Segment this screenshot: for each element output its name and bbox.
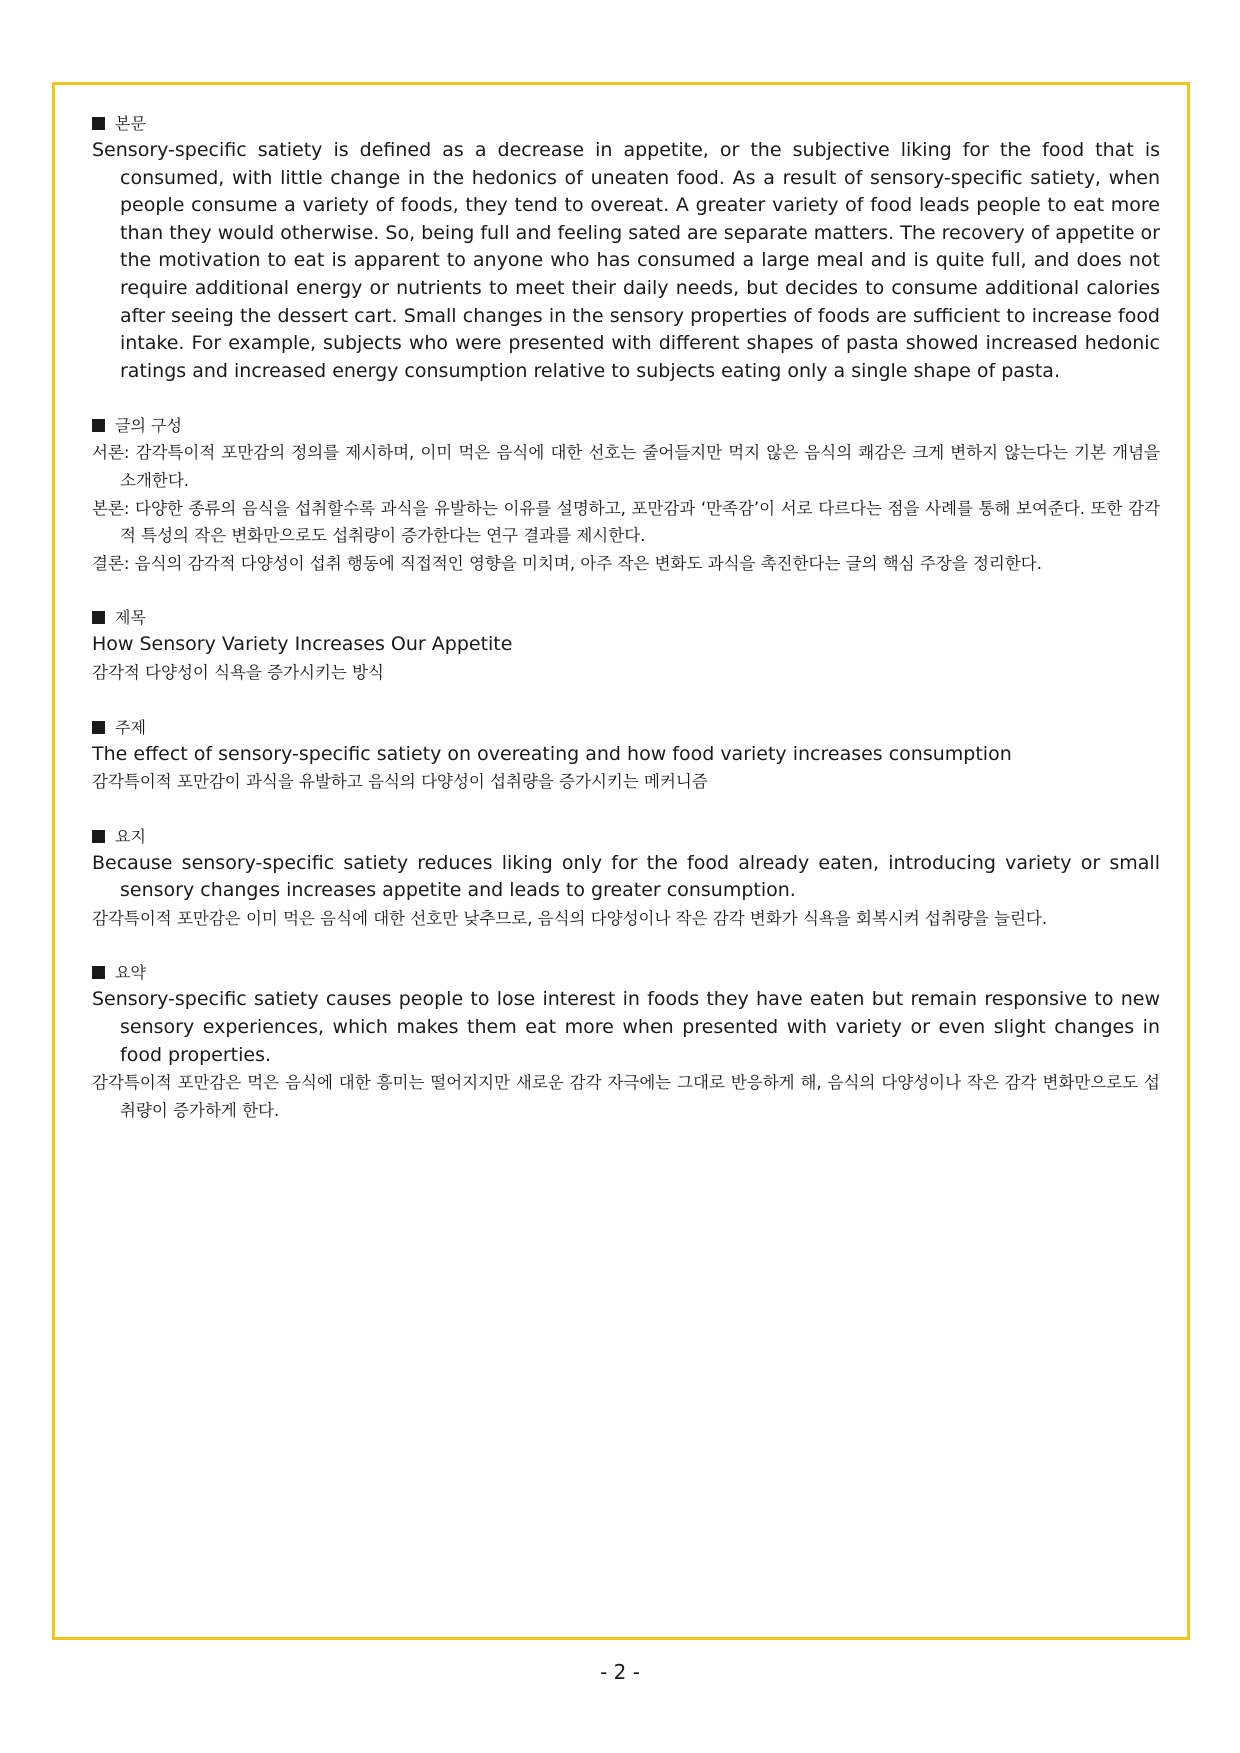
square-bullet-icon	[92, 966, 105, 979]
title-english: How Sensory Variety Increases Our Appetite	[92, 633, 513, 656]
document-content	[92, 110, 1160, 1151]
section-heading-label: 글의 구성	[115, 416, 182, 436]
section-heading	[92, 714, 1160, 741]
section-heading	[92, 604, 1160, 631]
square-bullet-icon	[92, 611, 105, 624]
section-gist	[92, 823, 1160, 933]
section-topic	[92, 714, 1160, 796]
page-number: - 2 -	[600, 1660, 640, 1684]
structure-intro: 서론: 감각특이적 포만감의 정의를 제시하며, 이미 먹은 음식에 대한 선호는 줄어들지만 먹지 않은 음식의 쾌감은 크게 변하지 않는다는 기본 개념을 소개한다.	[92, 443, 1160, 490]
topic-korean: 감각특이적 포만감이 과식을 유발하고 음식의 다양성이 섭취량을 증가시키는 메커니즘	[92, 772, 708, 792]
square-bullet-icon	[92, 117, 105, 130]
structure-main: 본론: 다양한 종류의 음식을 섭취할수록 과식을 유발하는 이유를 설명하고, 포만감과 ‘만족감’이 서로 다르다는 점을 사례를 통해 보여준다. 또한 감각적 특성의 작은 변화만으로도 섭취량이 증가한다는 연구 결과를 제시한다.	[92, 498, 1160, 546]
summary-korean: 감각특이적 포만감은 먹은 음식에 대한 흥미는 떨어지지만 새로운 감각 자극에는 그대로 반응하게 해, 음식의 다양성이나 작은 감각 변화만으로도 섭취량이 증가하게 한다.	[92, 1073, 1160, 1120]
section-heading	[92, 412, 1160, 439]
square-bullet-icon	[92, 419, 105, 432]
section-heading	[92, 823, 1160, 850]
topic-english: The effect of sensory-specific satiety on overeating and how food variety increases consumption	[92, 742, 1012, 765]
section-heading-label: 요약	[115, 963, 146, 983]
title-korean: 감각적 다양성이 식욕을 증가시키는 방식	[92, 662, 384, 682]
section-heading	[92, 110, 1160, 137]
square-bullet-icon	[92, 721, 105, 734]
section-heading-label: 본문	[115, 114, 146, 133]
gist-english: Because sensory-specific satiety reduces liking only for the food already eaten, introducing variety or small sensory changes increases appetite and leads to greater consumption.	[92, 851, 1160, 902]
gist-korean: 감각특이적 포만감은 이미 먹은 음식에 대한 선호만 낮추므로, 음식의 다양성이나 작은 감각 변화가 식욕을 회복시켜 섭취량을 늘린다.	[92, 908, 1048, 928]
section-heading-label: 제목	[115, 608, 146, 628]
section-summary	[92, 959, 1160, 1124]
section-heading	[92, 959, 1160, 986]
section-structure	[92, 412, 1160, 577]
section-body	[92, 110, 1160, 385]
section-heading-label: 요지	[115, 826, 146, 846]
section-title	[92, 604, 1160, 686]
section-heading-label: 주제	[115, 717, 146, 737]
body-text: Sensory-specific satiety is defined as a decrease in appetite, or the subjective liking for the food that is consumed, with little change in the hedonics of uneaten food. As a result of sensory-specific satiety, when people consume a variety of foods, they tend to overeat. A greater variety of food leads people to eat more than they would otherwise. So, being full and feeling sated are separate matters. The recovery of appetite or the motivation to eat is apparent to anyone who has consumed a large meal and is quite full, and does not require additional energy or nutrients to meet their daily needs, but decides to consume additional calories after seeing the dessert cart. Small changes in the sensory properties of foods are sufficient to increase food intake. For example, subjects who were presented with different shapes of pasta showed increased hedonic ratings and increased energy consumption relative to subjects eating only a single shape of pasta.	[92, 139, 1160, 382]
summary-english: Sensory-specific satiety causes people to lose interest in foods they have eaten but remain responsive to new sensory experiences, which makes them eat more when presented with variety or even slight changes in food properties.	[92, 988, 1160, 1066]
square-bullet-icon	[92, 830, 105, 843]
structure-conclusion: 결론: 음식의 감각적 다양성이 섭취 행동에 직접적인 영향을 미치며, 아주 작은 변화도 과식을 촉진한다는 글의 핵심 주장을 정리한다.	[92, 553, 1042, 573]
